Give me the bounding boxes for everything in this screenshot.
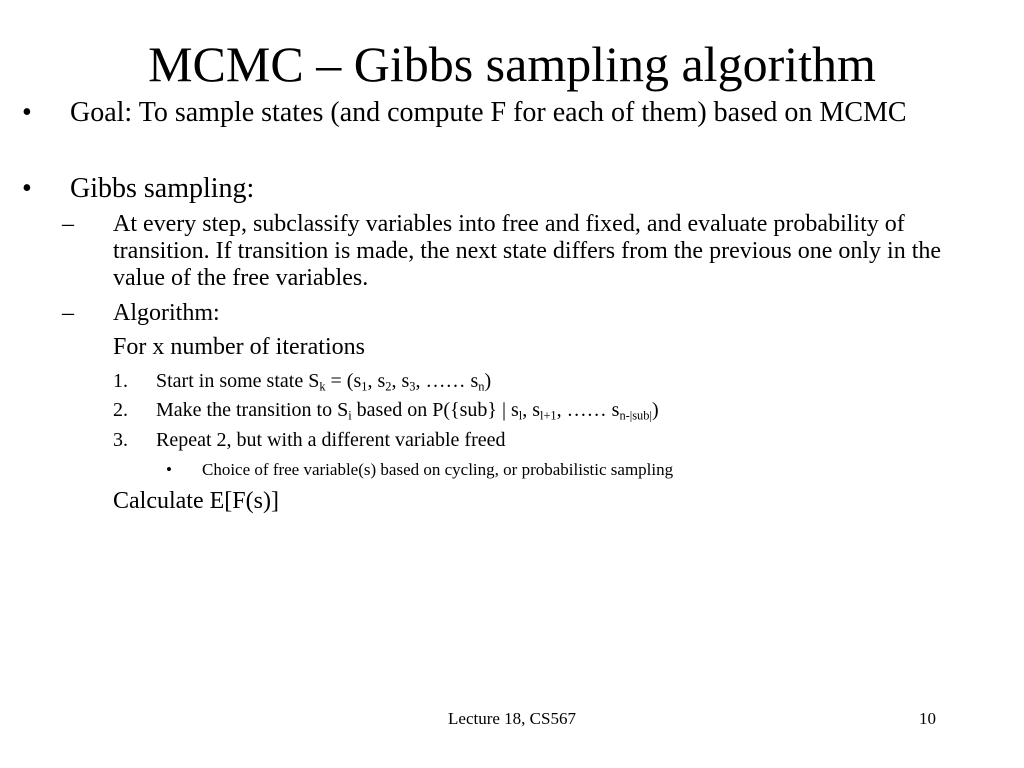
for-iterations-text: For x number of iterations — [113, 334, 365, 360]
step-number: 2. — [113, 399, 128, 421]
step-number: 3. — [113, 429, 128, 451]
small-bullet-marker: • — [166, 460, 172, 479]
step-number: 1. — [113, 370, 128, 392]
bullet-marker: • — [22, 173, 32, 204]
sub-bullet-algorithm-text: Algorithm: — [113, 300, 220, 326]
sub-bullet-step-desc-text: At every step, subclassify variables into free and fixed, and evaluate probability of transition. If transition is made, the next state differs from the previous one only in the value of the free variables. — [113, 211, 942, 291]
step-text: Repeat 2, but with a different variable freed — [156, 429, 506, 451]
footer-page-number: 10 — [919, 709, 936, 728]
calculate-text: Calculate E[F(s)] — [113, 488, 279, 514]
footer-lecture: Lecture 18, CS567 — [448, 709, 576, 728]
slide-title: MCMC – Gibbs sampling algorithm — [148, 36, 876, 92]
dash-marker: – — [62, 211, 74, 237]
bullet-goal-text: Goal: To sample states (and compute F for each of them) based on MCMC — [70, 97, 907, 128]
step-text: Make the transition to $S_i$ based on P({sub} | $s_l$, $s_{l+1}$, …… $s_{n-|sub|}$) — [156, 399, 659, 423]
dash-marker: – — [62, 300, 74, 326]
bullet-marker: • — [22, 97, 32, 128]
step-text: Start in some state $S_k = (s_1$, $s_2$, $s_3$, …… $s_n$) — [156, 370, 492, 394]
bullet-gibbs-text: Gibbs sampling: — [70, 173, 255, 204]
choice-text: Choice of free variable(s) based on cycling, or probabilistic sampling — [202, 460, 674, 479]
